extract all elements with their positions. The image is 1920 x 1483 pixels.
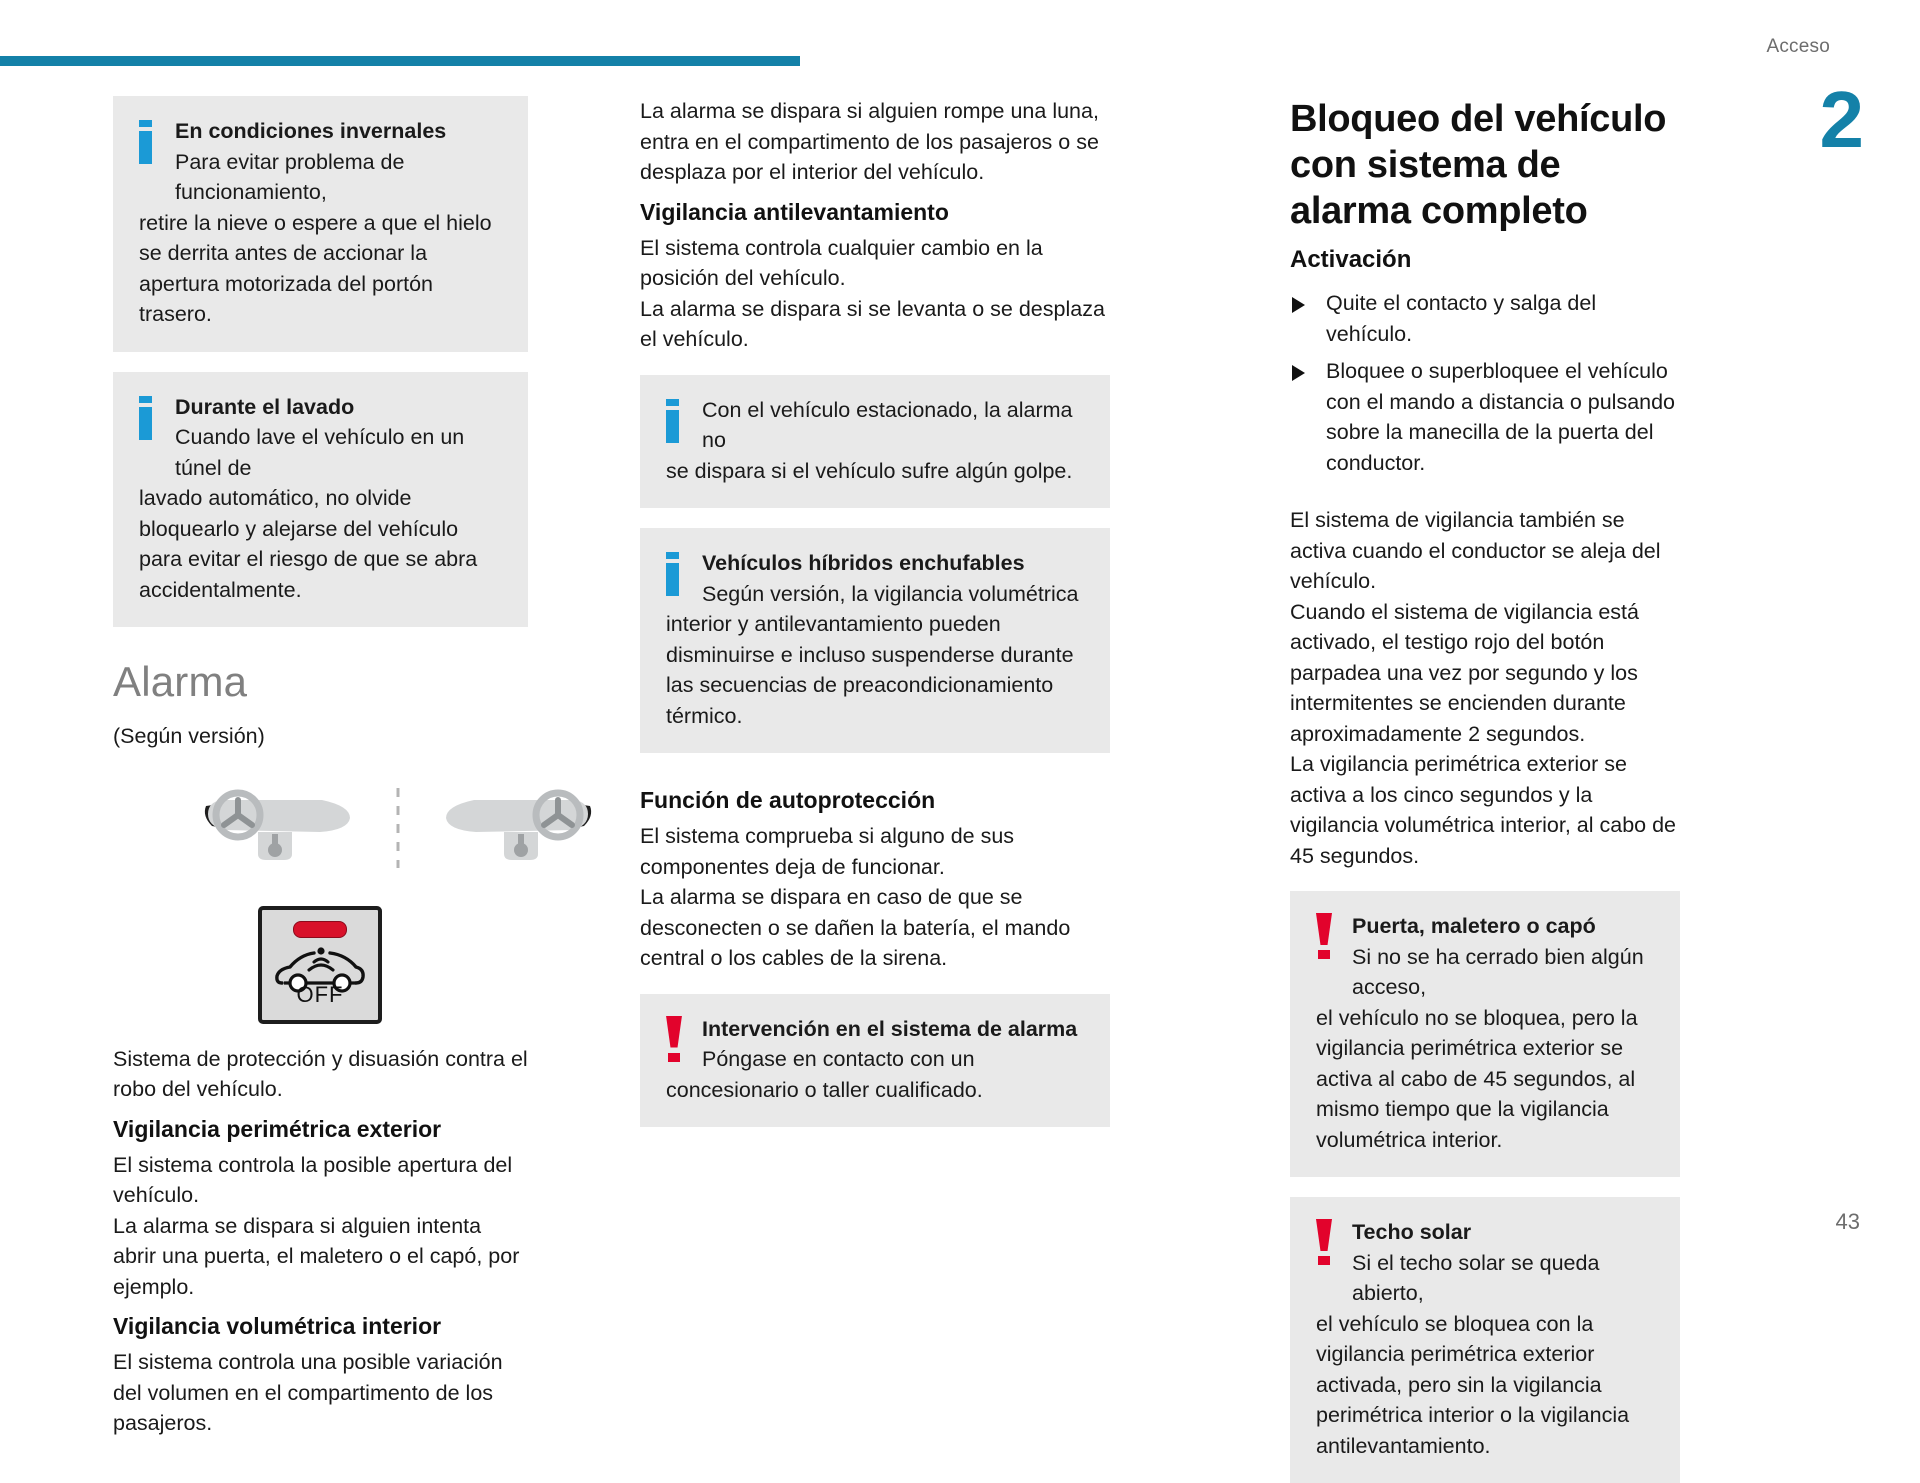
mid-intro-paragraph: La alarma se dispara si alguien rompe una luna, entra en el compartimento de los pasajeros o se desplaza por el interior del vehículo. [640,99,1099,184]
header-accent-rule [0,56,800,66]
note-body-first: Según versión, la vigilancia volumétrica [702,581,1079,606]
note-door-boot-bonnet [1290,891,1680,1177]
note-body-rest: retire la nieve o espere a que el hielo se derrita antes de accionar la apertura motorizada del portón trasero. [139,210,492,326]
triangle-bullet-icon [1292,297,1305,313]
warning-icon [666,1016,682,1062]
activation-steps-list [1290,288,1680,478]
note-alarm-intervention [640,994,1110,1128]
note-during-washing [113,372,528,628]
note-body-rest: lavado automático, no olvide bloquearlo y alejarse del vehículo para evitar el riesgo de que se abra accidentalmente. [139,486,478,602]
heading-vigilancia-volumetrica: Vigilancia volumétrica interior [113,1313,442,1340]
note-body-rest: el vehículo no se bloquea, pero la vigilancia perimétrica exterior se activa al cabo de 45 segundos, al mismo tiempo que la vigilancia volumétrica interior. [1316,1005,1638,1152]
version-note: (Según versión) [113,724,265,749]
note-title: Durante el lavado [175,394,355,419]
right-paragraph-3: La vigilancia perimétrica exterior se activa a los cinco segundos y la vigilancia volumétrica interior, al cabo de 45 segundos. [1290,752,1677,868]
info-icon [139,396,152,440]
left-column [0,96,570,1483]
triangle-bullet-icon [1292,365,1305,381]
note-body-rest: concesionario o taller cualificado. [666,1077,983,1102]
selfprotect-paragraph-1: El sistema comprueba si alguno de sus componentes deja de funcionar. [640,824,1015,879]
antilift-paragraph-1: El sistema controla cualquier cambio en la posición del vehículo. [640,235,1043,290]
note-body-first: Póngase en contacto con un [702,1047,975,1071]
note-body-first: Para evitar problema de funcionamiento, [175,149,405,204]
note-parked-vehicle [640,375,1110,509]
step-text: Bloquee o superbloquee el vehículo con el mando a distancia o pulsando sobre la manecilla de la puerta del conductor. [1326,359,1676,475]
perimetric-paragraph-1: El sistema controla la posible apertura del vehículo. [113,1152,513,1208]
note-body-rest: se dispara si el vehículo sufre algún golpe. [666,458,1073,483]
antilift-paragraph-2: La alarma se dispara si se levanta o se desplaza el vehículo. [640,296,1105,351]
note-plugin-hybrid [640,528,1110,753]
info-icon [139,120,152,164]
page-number: 43 [1835,1209,1860,1234]
selfprotect-paragraph-2: La alarma se dispara en caso de que se desconecten o se dañen la batería, el mando central o los cables de la sirena. [640,885,1071,970]
door-mirrors-figure [198,780,598,870]
page-columns [0,96,1920,1483]
perimetric-paragraph-2: La alarma se dispara si alguien intenta abrir una puerta, el maletero o el capó, por ejemplo. [113,1213,520,1299]
info-icon [666,399,679,443]
info-icon [666,552,679,596]
note-body-rest: interior y antilevantamiento pueden disminuirse e incluso suspenderse durante las secuencias de preacondicionamiento térmico. [666,612,1074,728]
note-title: Puerta, maletero o capó [1352,914,1596,938]
right-column [1140,96,1740,1483]
note-body-first: Cuando lave el vehículo en un túnel de [175,425,465,480]
right-paragraph-1: El sistema de vigilancia también se activa cuando el conductor se aleja del vehículo. [1290,508,1661,593]
note-title: Vehículos híbridos enchufables [702,551,1025,575]
note-body-first: Si el techo solar se queda abierto, [1352,1250,1600,1305]
heading-vigilancia-perimetrica: Vigilancia perimétrica exterior [113,1115,442,1142]
note-body-rest: el vehículo se bloquea con la vigilancia perimétrica exterior activada, pero sin la vigilancia perimétrica interior o la vigilancia antilevantamiento. [1316,1311,1630,1458]
warning-icon [1316,1219,1332,1265]
right-paragraph-2: Cuando el sistema de vigilancia está activado, el testigo rojo del botón parpadea una vez por segundo y los intermitentes se encienden durante aproximadamente 2 segundos. [1290,599,1639,746]
alarm-intro-paragraph: Sistema de protección y disuasión contra el robo del vehículo. [113,1046,528,1102]
led-indicator [293,921,347,938]
list-item [1290,356,1680,478]
warning-icon [1316,913,1332,959]
note-body-first: Si no se ha cerrado bien algún acceso, [1352,944,1644,999]
note-sunroof [1290,1197,1680,1483]
chapter-number: 2 [1819,75,1864,164]
volumetric-paragraph-1: El sistema controla una posible variación del volumen en el compartimento de los pasajeros. [113,1350,503,1436]
note-winter-conditions [113,96,528,352]
list-item [1290,288,1680,349]
note-body-first: Con el vehículo estacionado, la alarma no [702,397,1073,452]
section-title-alarma: Alarma [113,658,248,705]
heading-funcion-autoproteccion: Función de autoprotección [640,787,936,813]
header-section-label: Acceso [1766,36,1830,57]
heading-activacion: Activación [1290,246,1412,273]
middle-column [570,96,1140,1483]
step-text: Quite el contacto y salga del vehículo. [1326,291,1597,346]
note-title: Techo solar [1352,1220,1472,1244]
page-title: Bloqueo del vehículo con sistema de alarma completo [1290,98,1667,232]
note-title: Intervención en el sistema de alarma [702,1016,1078,1041]
note-title: En condiciones invernales [175,119,447,143]
alarm-off-button-icon[interactable] [258,906,382,1024]
off-button-label: OFF [296,981,344,1007]
heading-vigilancia-antilevantamiento: Vigilancia antilevantamiento [640,198,949,225]
